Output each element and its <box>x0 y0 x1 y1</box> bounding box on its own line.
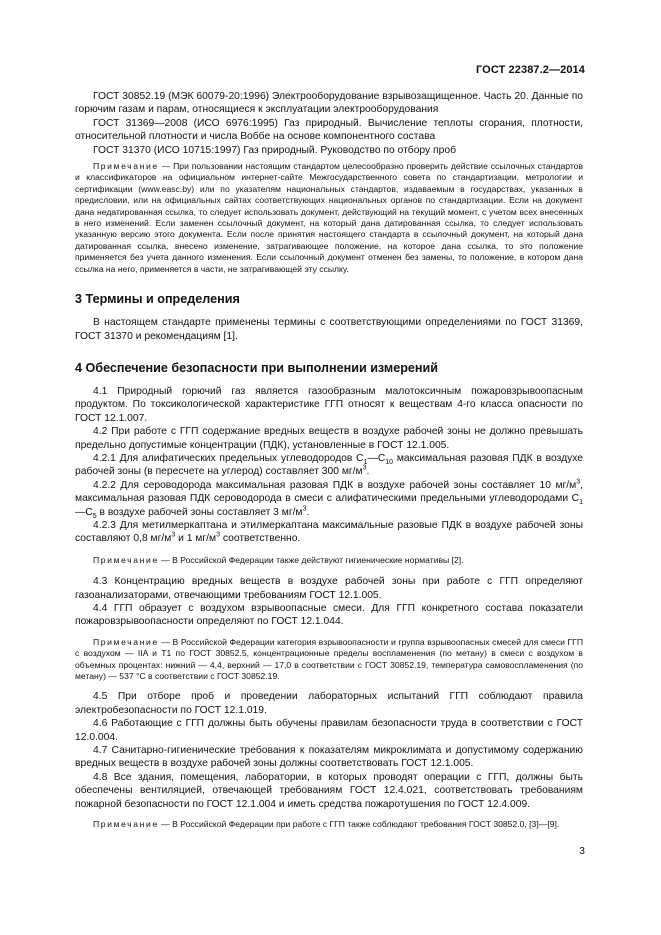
section-4-heading: 4 Обеспечение безопасности при выполнении измерений <box>75 360 438 375</box>
note-safety: Примечание — В Российской Федерации при работе с ГГП также соблюдают требования ГОСТ 30852.0, [3]—[9]. <box>93 819 560 830</box>
document-id: ГОСТ 22387.2—2014 <box>475 64 585 76</box>
reference-item: ГОСТ 31369—2008 (ИСО 6976:1995) Газ природный. Вычисление теплоты сгорания, плотности, относительной плотности и числа Воббе на основе компонентного состава <box>75 117 583 143</box>
paragraph-4-7: 4.7 Санитарно-гигиенические требования к показателям микроклимата и допустимому содержанию вредных веществ в воздухе рабочей зоны должны соответствовать ГОСТ 12.1.005. <box>75 745 583 770</box>
paragraph-4-2-1: 4.2.1 Для алифатических предельных углеводородов $С_1—С_{10}$ максимальная разовая ПДК в воздухе рабочей зоны (в пересчете на углерод) составляет 300 $мг/м^3$. <box>75 452 584 478</box>
note-text: При пользовании настоящим стандартом целесообразно проверить действие ссылочных стандартов и классификаторов на официальном интернет-сайте Межгосударственного совета по стандартизации, метрологии и сертификации (www.easc.by) или по указателям национальных стандартов, издаваемым в государствах, указанных в предисловии, или на официальных сайтах соответствующих национальных органов по стандартизации. Если на документ дана недатированная ссылка, то следует использовать документ, действующий на текущий момент, с учетом всех внесенных в него изменений. Если заменен ссылочный документ, на который дана датированная ссылка, то следует использовать указанную версию этого документа. Если после принятия настоящего стандарта в ссылочный документ, на который дана датированная ссылка, внесено изменение, затрагивающее положение, на которое дана ссылка, то это положение применяется без учета данного изменения. Если ссылочный документ отменен без замены, то положение, в котором дана ссылка на него, применяется в части, не затрагивающей эту ссылку. <box>75 161 584 274</box>
paragraph-4-2: 4.2 При работе с ГГП содержание вредных веществ в воздухе рабочей зоны не должно превышать предельно допустимые концентрации (ПДК), установленные в ГОСТ 12.1.005. <box>75 426 583 451</box>
note-label: Примечание <box>93 554 159 565</box>
note-label: Примечание <box>93 636 159 647</box>
reference-item: ГОСТ 30852.19 (МЭК 60079-20:1996) Электрооборудование взрывозащищенное. Часть 20. Данные по горючим газам и парам, относящиеся к эксплуатации электрооборудования <box>75 91 583 116</box>
paragraph-4-6: 4.6 Работающие с ГГП должны быть обучены правилам безопасности труда в соответствии с ГОСТ 12.0.004. <box>75 718 583 743</box>
section-3-text: В настоящем стандарте применены термины с соответствующими определениями по ГОСТ 31369, ГОСТ 31370 и рекомендациям [1]. <box>75 317 583 342</box>
note-hygiene: Примечание — В Российской Федерации также действуют гигиенические нормативы [2]. <box>93 554 464 565</box>
section-3-heading: 3 Термины и определения <box>75 292 240 307</box>
note-explosion: Примечание — В Российской Федерации категория взрывоопасности и группа взрывоопасных смесей для смеси ГГП с воздухом — IIA и Т1 по ГОСТ 30852.5, концентрационные пределы воспламенения (по метану) в смеси с воздухом в объемных процентах: нижний — 4,4, верхний — 17,0 в соответствии с ГОСТ 30852.19, температура самовоспламенения (по метану) — 537 °С в соответствии с ГОСТ 30852.19. <box>75 636 584 682</box>
note-dash: — <box>161 161 171 172</box>
paragraph-4-5: 4.5 При отборе проб и проведении лабораторных испытаний ГГП соблюдают правила электробезопасности по ГОСТ 12.1.019. <box>75 691 583 716</box>
paragraph-4-3: 4.3 Концентрацию вредных веществ в воздухе рабочей зоны при работе с ГГП определяют газоанализаторами, отвечающими требованиям ГОСТ 12.1.005. <box>75 576 583 601</box>
page-content <box>75 90 583 831</box>
reference-item: ГОСТ 31370 (ИСО 10715:1997) Газ природный. Руководство по отбору проб <box>93 144 456 156</box>
page-number: 3 <box>579 845 585 857</box>
note-label: Примечание <box>93 819 159 830</box>
paragraph-4-4: 4.4 ГГП образует с воздухом взрывоопасные смеси. Для ГГП конкретного состава показатели пожаровзрывоопасности определяют по ГОСТ 12.1.044. <box>75 603 583 628</box>
paragraph-4-2-3: 4.2.3 Для метилмеркаптана и этилмеркаптана максимальные разовые ПДК в воздухе рабочей зоны составляют 0,8 $мг/м^3$ и 1 $мг/м^3$ соответственно. <box>75 519 583 545</box>
paragraph-4-8: 4.8 Все здания, помещения, лаборатории, в которых проводят операции с ГГП, должны быть обеспечены вентиляцией, отвечающей требованиям ГОСТ 12.4.021, соответствовать требованиям пожарной безопасности по ГОСТ 12.1.004 и иметь средства пожаротушения по ГОСТ 12.4.009. <box>75 771 583 810</box>
paragraph-4-1: 4.1 Природный горючий газ является газообразным малотоксичным пожаровзрывоопасным продуктом. По токсикологической характеристике ГГП относят к веществам 4-го класса опасности по ГОСТ 12.1.007. <box>75 385 583 424</box>
paragraph-4-2-2: 4.2.2 Для сероводорода максимальная разовая ПДК в воздухе рабочей зоны составляет 10 $мг/м^3$, максимальная разовая ПДК сероводорода в смеси с алифатическими предельными углеводородами $С_1—С_5$ в воздухе рабочей зоны составляет 3 $мг/м^3$. <box>75 478 583 520</box>
note-references <box>75 161 583 275</box>
note-label: Примечание <box>93 161 159 172</box>
